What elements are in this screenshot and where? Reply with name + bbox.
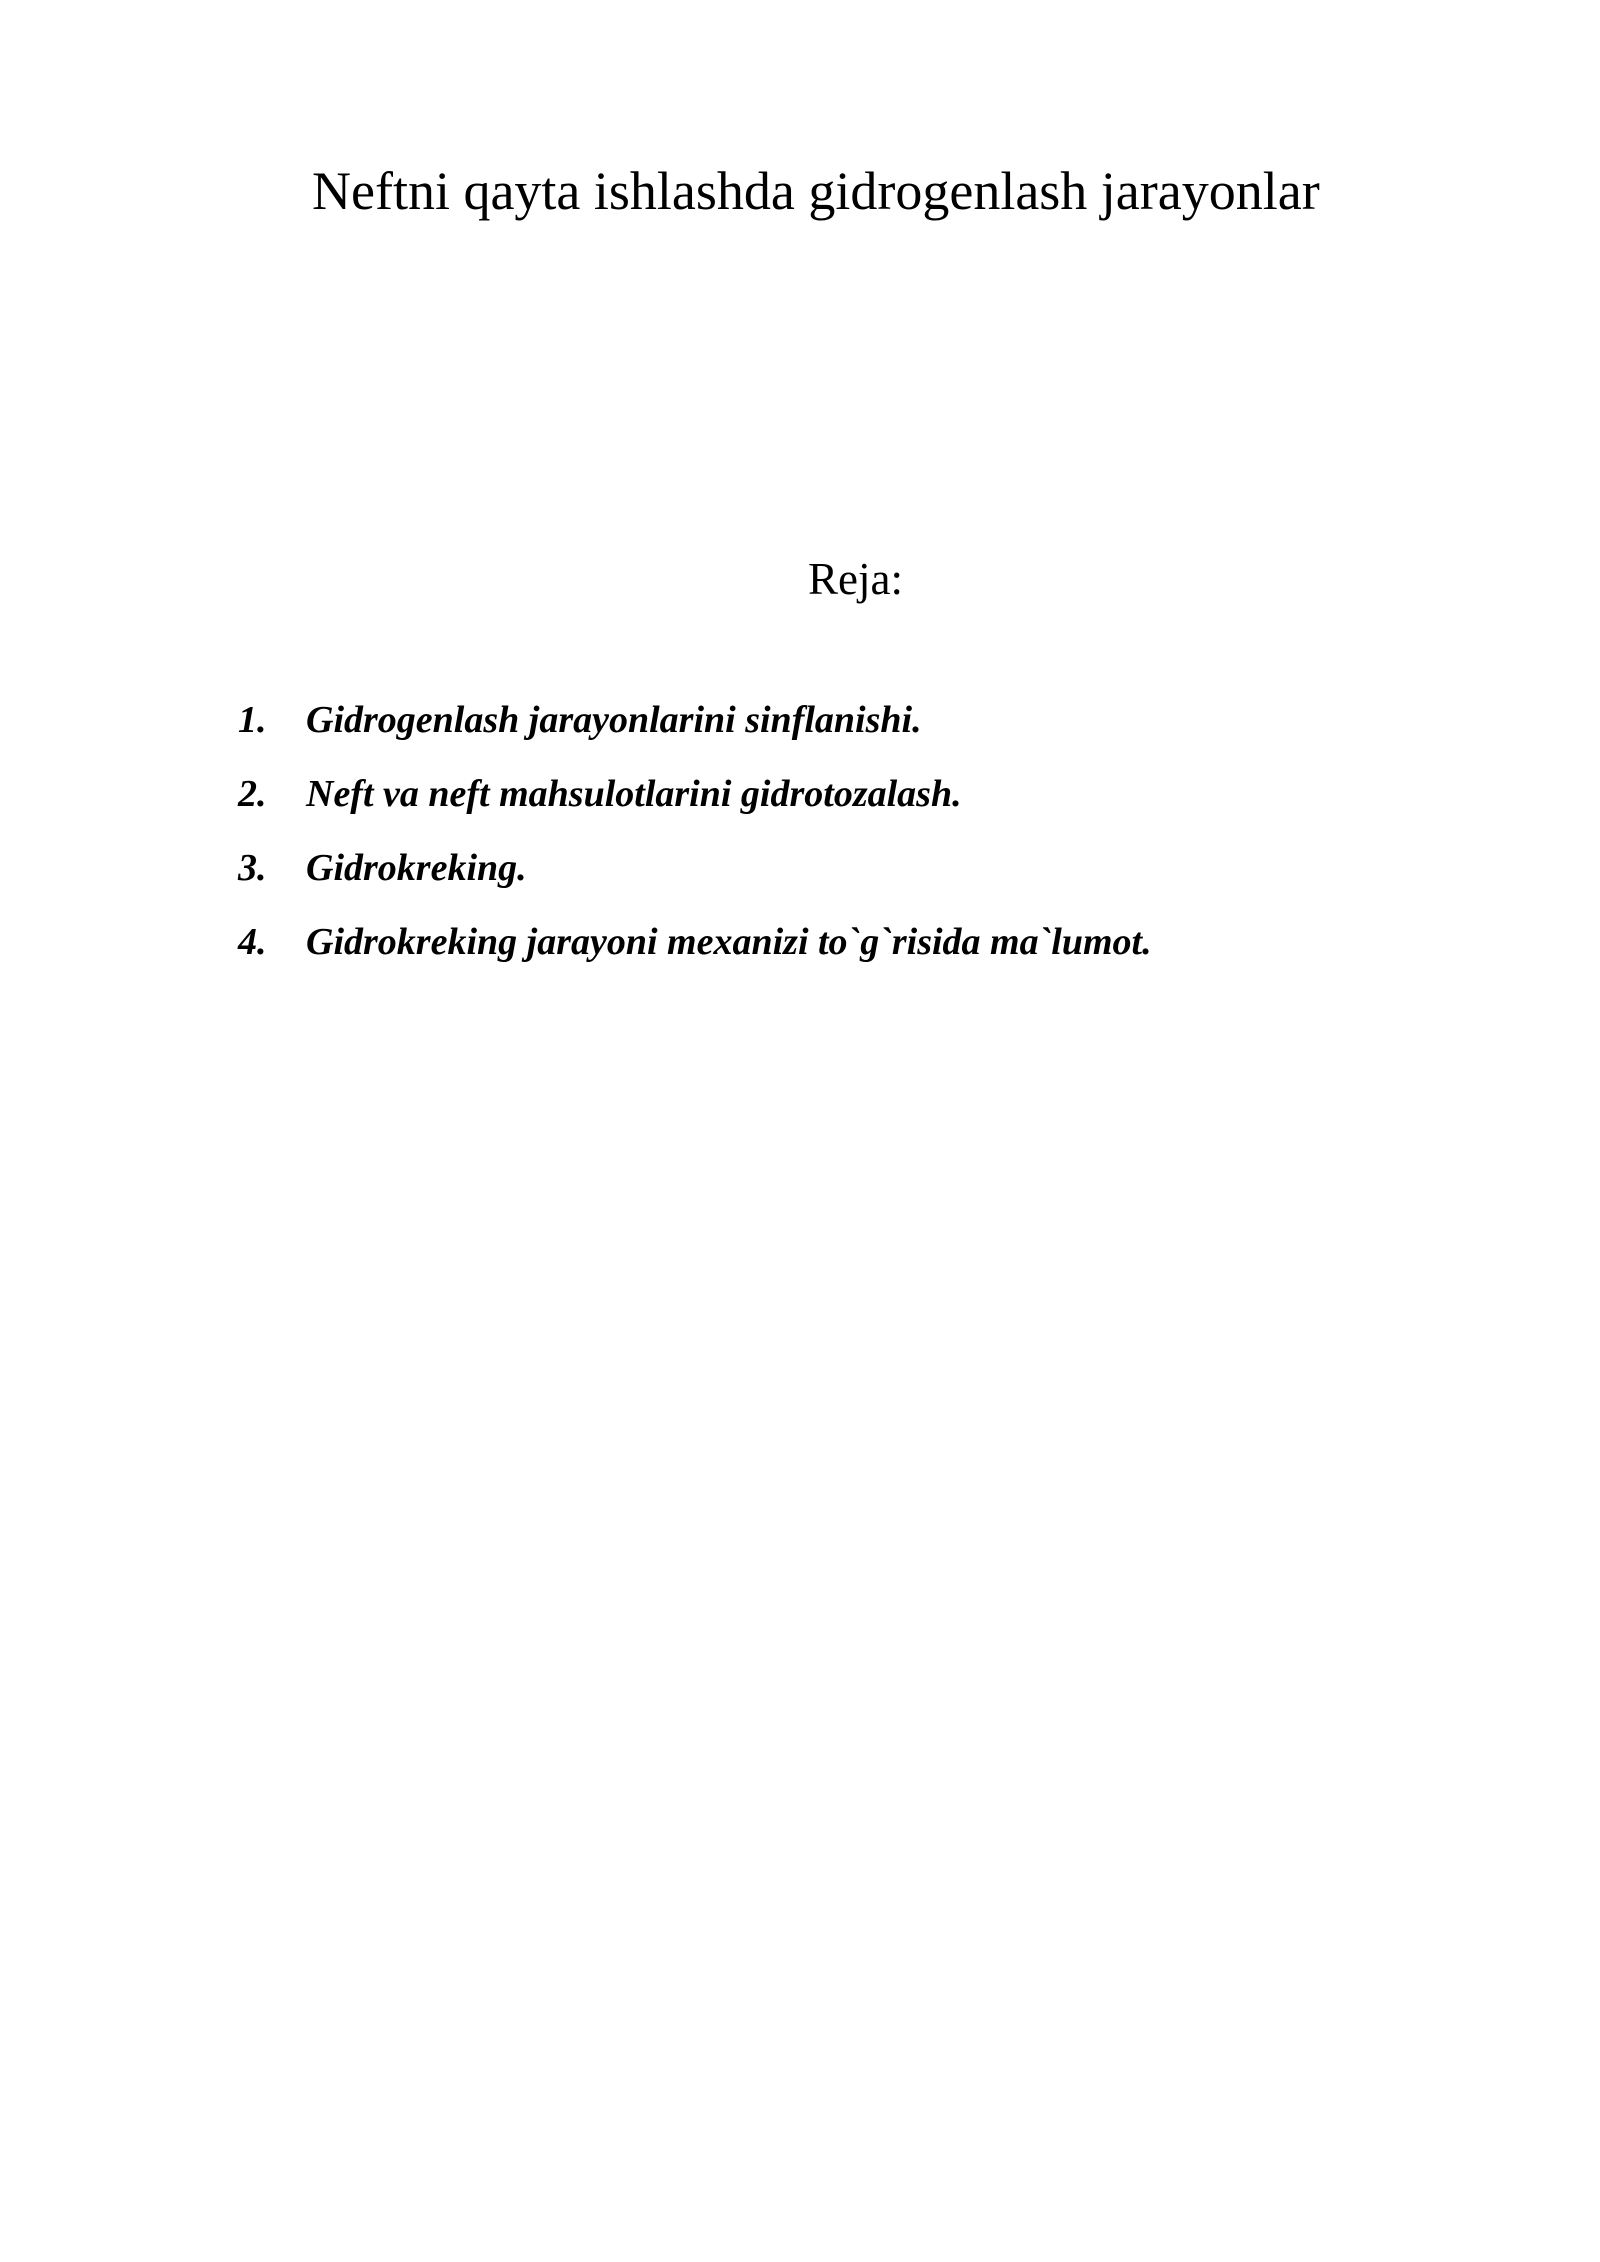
plan-item-number: 4. [238,921,267,963]
plan-item-number: 3. [238,847,267,889]
plan-item-text: Gidrokreking. [306,847,527,889]
plan-item-text: Gidrogenlash jarayonlarini sinflanishi. [306,699,922,741]
plan-item-3 [238,840,1152,914]
plan-item-text: Neft va neft mahsulotlarini gidrotozalash. [306,773,962,815]
plan-item-text: Gidrokreking jarayoni mexanizi to`g`risida ma`lumot. [306,921,1152,963]
plan-list [238,692,1152,988]
plan-item-number: 1. [238,699,267,741]
plan-item-2 [238,766,1152,840]
plan-item-1 [238,692,1152,766]
plan-item-4 [238,914,1152,988]
plan-heading: Reja: [808,554,903,604]
plan-item-number: 2. [238,773,267,815]
document-title: Neftni qayta ishlashda gidrogenlash jarayonlar [312,161,1320,221]
